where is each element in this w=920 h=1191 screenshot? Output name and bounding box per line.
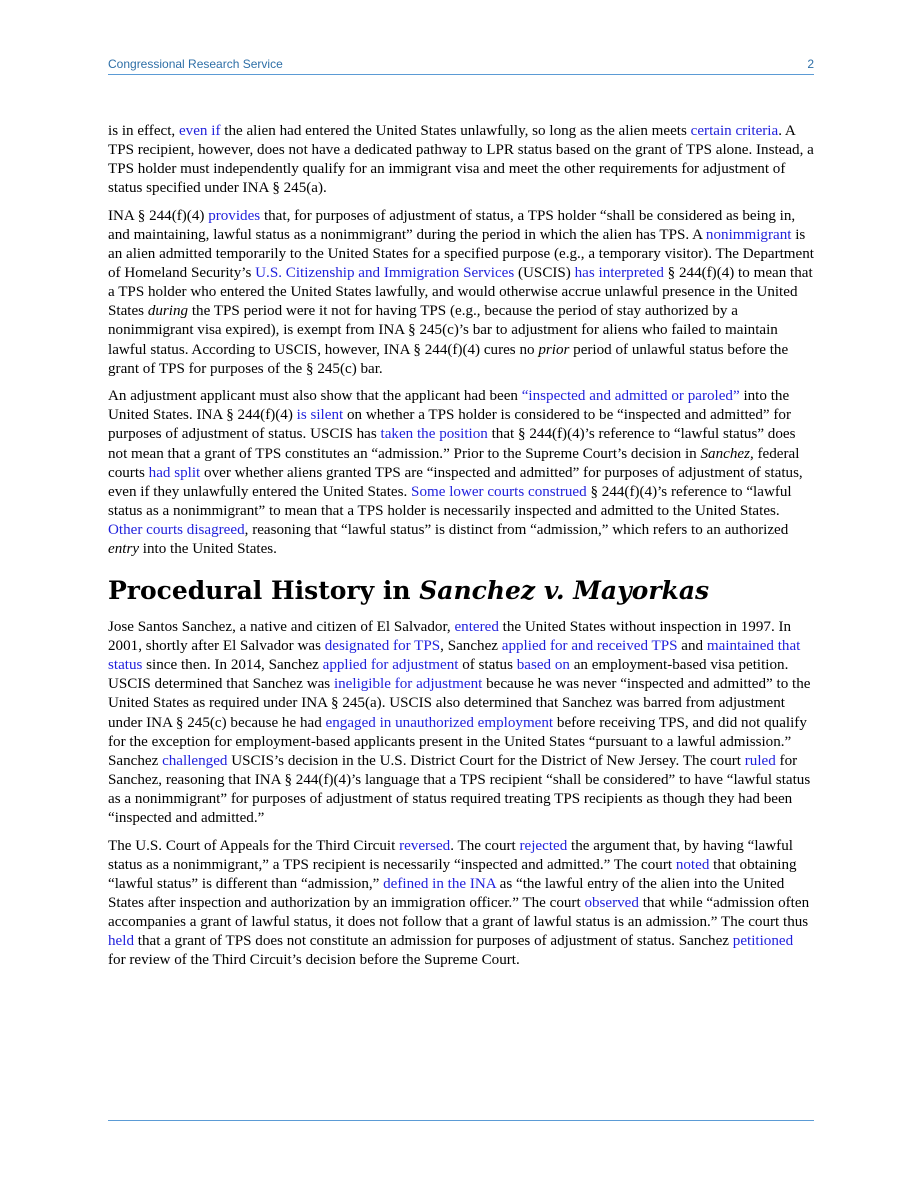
text-run: Jose Santos Sanchez, a native and citizen of El Salvador, [108,619,455,636]
text-run: and [677,638,707,655]
citation-link[interactable]: applied for adjustment [322,657,459,674]
text-run: . A TPS recipient, however, does not have a dedicated pathway to LPR status based on the grant of TPS alone. Instead, a TPS holder must independently qualify for an immigrant visa and meet the other requirements for adjustment of status specified under INA § 245(a). [108,123,814,197]
text-run: the alien had entered the United States unlawfully, so long as the alien meets [220,123,691,139]
citation-link[interactable]: has interpreted [574,265,664,282]
text-run: into the United States. INA § 244(f)(4) [108,388,790,424]
citation-link[interactable]: maintained that status [108,638,801,674]
paragraph [108,207,814,379]
text-run: an employment-based visa petition. USCIS determined that Sanchez was [108,657,789,693]
text-run: USCIS’s decision in the U.S. District Court for the District of New Jersey. The court [227,752,745,769]
text-run: INA § 244(f)(4) [108,207,209,224]
citation-link[interactable]: designated for TPS [324,638,441,655]
text-run: that, for purposes of adjustment of status, a TPS holder “shall be considered as being in, and maintaining, lawful status as a nonimmigrant” during the period in which the alien has TPS. A [108,207,796,243]
text-run: on whether a TPS holder is considered to be “inspected and admitted” for purposes of adjustment of status. USCIS has [108,407,791,443]
heading-case-name: Sanchez v. Mayorkas [419,576,710,606]
citation-link[interactable]: Some lower courts construed [411,483,587,500]
citation-link[interactable]: “inspected and admitted or paroled” [521,388,740,405]
text-run: before receiving TPS, and did not qualify for the exception for employment-based applicants present in the United States “pursuant to a lawful admission.” Sanchez [108,714,807,769]
citation-link[interactable]: applied for and received TPS [501,638,678,655]
section-heading [108,576,814,606]
text-run: for Sanchez, reasoning that INA § 244(f)(4)’s language that a TPS recipient “shall be considered” to have “lawful status as a nonimmigrant” for purposes of adjustment of status required treating TPS recipients as though they had been “inspected and admitted.” [108,752,811,826]
text-run: that while “admission often accompanies a grant of lawful status, it does not follow that a grant of lawful status is an admission.” The court thus [108,894,810,930]
page-number: 2 [807,57,814,71]
citation-link[interactable]: nonimmigrant [705,226,792,243]
text-run: The U.S. Court of Appeals for the Third Circuit [108,837,400,854]
paragraph [108,837,814,971]
citation-link[interactable]: had split [148,464,201,481]
text-run: , Sanchez [440,638,502,655]
text-run: that obtaining “lawful status” is different than “admission,” [108,856,797,892]
document-body [108,122,814,979]
page-header [108,57,814,71]
emphasized-text: Sanchez [700,445,750,462]
citation-link[interactable]: based on [516,657,570,674]
citation-link[interactable]: U.S. Citizenship and Immigration Services [255,265,515,282]
text-run: , reasoning that “lawful status” is distinct from “admission,” which refers to an authorized [244,521,789,538]
footer-divider [108,1120,814,1121]
text-run: as “the lawful entry of the alien into the United States after inspection and authorization by an immigration officer.” The court [108,875,785,911]
text-run: because he was never “inspected and admitted” to the United States as required under INA § 245(a). USCIS also determined that Sanchez was barred from adjustment under INA § 245(c) because he had [108,676,811,731]
citation-link[interactable]: petitioned [732,933,794,950]
citation-link[interactable]: defined in the INA [383,875,496,892]
text-run: , federal courts [108,445,800,481]
text-run: period of unlawful status before the grant of TPS for purposes of the § 245(c) bar. [108,341,789,377]
text-run: the United States without inspection in 1997. In 2001, shortly after El Salvador was [108,619,792,655]
text-run: § 244(f)(4)’s reference to “lawful status as a nonimmigrant” to mean that a TPS holder is necessarily inspected and admitted to the United States. [108,483,792,519]
heading-text: Procedural History in [108,576,420,606]
text-run: An adjustment applicant must also show that the applicant had been [108,388,522,405]
citation-link[interactable]: rejected [519,837,568,854]
text-run: into the United States. [139,540,277,557]
paragraph [108,387,814,559]
citation-link[interactable]: certain criteria [690,123,779,139]
text-run: . The court [450,837,520,854]
paragraph [108,618,814,828]
citation-link[interactable]: engaged in unauthorized employment [325,714,554,731]
citation-link[interactable]: reversed [399,837,451,854]
citation-link[interactable]: is silent [296,407,344,424]
citation-link[interactable]: held [108,933,134,950]
emphasized-text: prior [538,341,570,358]
citation-link[interactable]: Other courts disagreed [108,521,245,538]
emphasized-text: entry [108,540,140,557]
text-run: over whether aliens granted TPS are “inspected and admitted” for purposes of adjustment of status, even if they unlawfully entered the United States. [108,464,803,500]
text-run: is an alien admitted temporarily to the United States for a specified purpose (e.g., a temporary visitor). The Department of Homeland Security’s [108,226,814,282]
text-run: of status [458,657,517,674]
header-divider [108,74,814,75]
citation-link[interactable]: observed [584,894,639,911]
citation-link[interactable]: provides [208,207,261,224]
text-run: is in effect, [108,123,179,139]
text-run: that § 244(f)(4)’s reference to “lawful status” does not mean that a grant of TPS constitutes an “admission.” Prior to the Supreme Court’s decision in [108,426,796,462]
citation-link[interactable]: even if [178,123,221,139]
citation-link[interactable]: taken the position [380,426,488,443]
citation-link[interactable]: challenged [162,752,228,769]
paragraph [108,122,814,198]
citation-link[interactable]: entered [454,619,499,636]
text-run: the argument that, by having “lawful status as a nonimmigrant,” a TPS recipient is necessarily “inspected and admitted.” The court [108,837,793,873]
text-run: the TPS period were it not for having TPS (e.g., because the period of stay authorized by a nonimmigrant visa expired), is exempt from INA § 245(c)’s bar to adjustment for aliens who failed to maintain lawful status. According to USCIS, however, INA § 244(f)(4) cures no [108,303,778,358]
text-run: that a grant of TPS does not constitute an admission for purposes of adjustment of status. Sanchez [134,933,733,950]
text-run: for review of the Third Circuit’s decision before the Supreme Court. [108,952,520,969]
citation-link[interactable]: ineligible for adjustment [333,676,483,693]
header-source: Congressional Research Service [108,57,283,71]
citation-link[interactable]: ruled [744,752,776,769]
emphasized-text: during [147,303,189,320]
text-run: (USCIS) [514,265,575,282]
text-run: since then. In 2014, Sanchez [142,657,323,674]
citation-link[interactable]: noted [675,856,710,873]
text-run: § 244(f)(4) to mean that a TPS holder who entered the United States lawfully, and would otherwise accrue unlawful presence in the United States [108,265,813,320]
